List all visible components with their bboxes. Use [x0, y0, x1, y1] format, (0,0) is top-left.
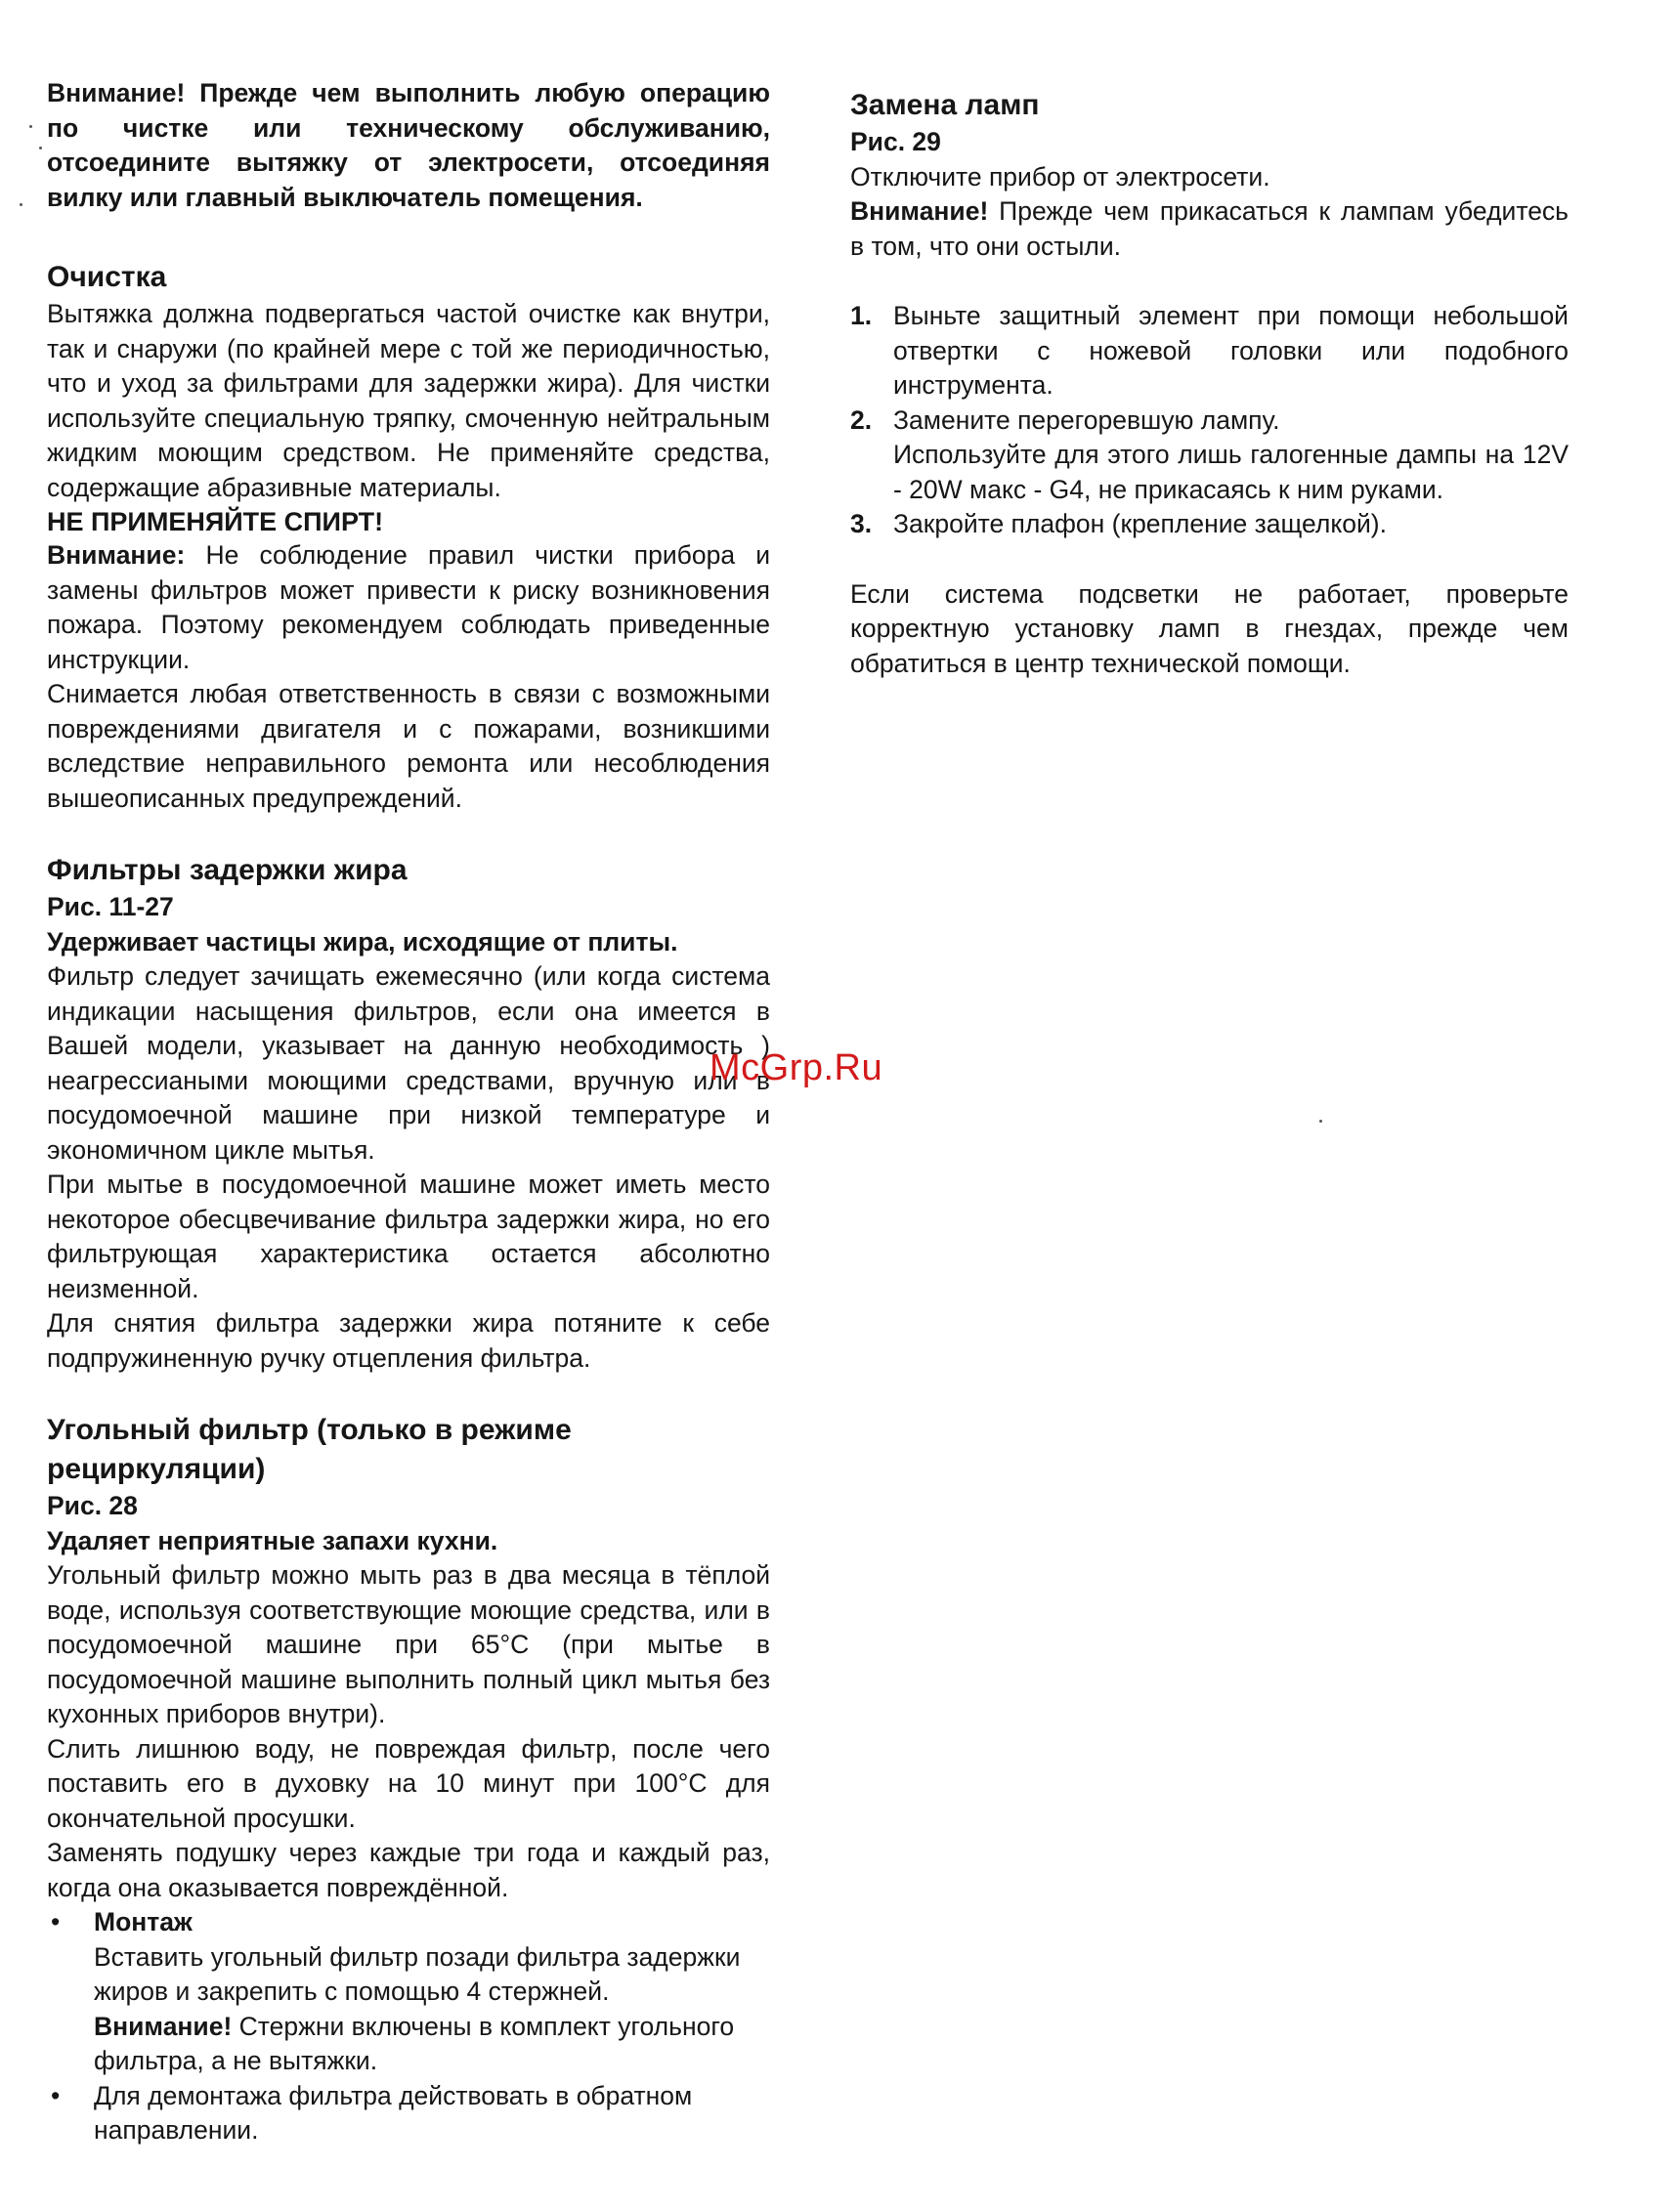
- cleaning-title: Очистка: [47, 261, 167, 293]
- lamps-disconnect: Отключите прибор от электросети.: [850, 161, 1270, 191]
- step-number: 2.: [850, 404, 873, 435]
- step-text: Замените перегоревшую лампу.: [893, 404, 1280, 435]
- mount-title: Монтаж: [94, 1907, 193, 1936]
- grease-filters-para2: При мытье в посудомоечной машине может иметь место некоторое обесцвечивание фильтра задержки жира, но его фильтрующая характеристика остается абсолютно неизменной.: [47, 1170, 770, 1303]
- grease-filters-title: Фильтры задержки жира: [47, 854, 408, 886]
- bullet-marker: •: [51, 2080, 61, 2110]
- mount-text: Вставить угольный фильтр позади фильтра задержки жиров и закрепить с помощью 4 стержней.: [94, 1941, 741, 2006]
- lamp-steps: [850, 299, 1569, 542]
- grease-filters-subtitle: Удерживает частицы жира, исходящие от плиты.: [47, 926, 678, 957]
- lamp-step-3: [850, 507, 1569, 542]
- lamps-title: Замена ламп: [850, 89, 1040, 121]
- carbon-filter-para2: Слить лишнюю воду, не повреждая фильтр, после чего поставить его в духовку на 10 минут при 100°С для окончательной просушки.: [47, 1733, 770, 1833]
- no-alcohol-notice: НЕ ПРИМЕНЯЙТЕ СПИРТ!: [47, 507, 384, 536]
- carbon-filter-bullets: [47, 1905, 770, 2148]
- scan-speck: [39, 147, 42, 149]
- cleaning-warning-text: Не соблюдение правил чистки прибора и замены фильтров может привести к риску возникновения пожара. Поэтому рекомендуем соблюдать приведенные инструкции.: [47, 540, 770, 674]
- lamp-step-2: [850, 404, 1569, 508]
- scan-speck: [1319, 1120, 1322, 1123]
- grease-filters-para1: Фильтр следует зачищать ежемесячно (или когда система индикации насыщения фильтров, если она имеется в Вашей модели, указывает на данную необходимость ) неагрессиаными моющими средствами, вручную или в посудомоечной машине при низкой температуре и экономичном цикле мытья.: [47, 961, 770, 1165]
- bullet-mount: [47, 1905, 770, 2079]
- step-text-extra: Используйте для этого лишь галогенные дампы на 12V - 20W макс - G4, не прикасаясь к ним руками.: [893, 440, 1569, 504]
- lamps-warning-text: Прежде чем прикасаться к лампам убедитесь в том, что они остыли.: [850, 196, 1569, 261]
- cleaning-warning-label: Внимание:: [47, 540, 186, 570]
- removal-text: Для демонтажа фильтра действовать в обратном направлении.: [94, 2080, 693, 2145]
- lamps-note: Если система подсветки не работает, проверьте корректную установку ламп в гнездах, прежде чем обратиться в центр технической помощи.: [850, 578, 1569, 678]
- grease-filters-figure: Рис. 11-27: [47, 892, 174, 921]
- step-number: 3.: [850, 509, 873, 538]
- left-column: [47, 76, 770, 2148]
- step-text: Выньте защитный элемент при помощи небольшой отвертки с ножевой головки или подобного инструмента.: [893, 301, 1569, 400]
- bullet-marker: •: [51, 1907, 61, 1936]
- scan-speck: [29, 125, 32, 128]
- mount-warning: [94, 2010, 770, 2079]
- carbon-filter-para3: Заменять подушку через каждые три года и каждый раз, когда она оказывается повреждённой.: [47, 1838, 770, 1902]
- step-number: 1.: [850, 301, 873, 330]
- grease-filters-para3: Для снятия фильтра задержки жира потяните к себе подпружиненную ручку отцепления фильтра.: [47, 1308, 770, 1373]
- watermark: McGrp.Ru: [710, 1047, 883, 1088]
- carbon-filter-subtitle: Удаляет неприятные запахи кухни.: [47, 1525, 498, 1555]
- lamps-warning: [850, 194, 1569, 264]
- warning-intro: [47, 76, 770, 215]
- lamp-step-1: [850, 299, 1569, 404]
- scan-speck: [20, 203, 22, 206]
- right-column: [850, 86, 1569, 681]
- carbon-filter-figure: Рис. 28: [47, 1491, 138, 1520]
- warning-intro-label: Внимание!: [47, 78, 186, 107]
- warning-intro-text: Прежде чем выполнить любую операцию по чистке или техническому обслуживанию, отсоедините вытяжку от электросети, отсоединяя вилку или главный выключатель помещения.: [47, 78, 770, 212]
- carbon-filter-para1: Угольный фильтр можно мыть раз в два месяца в тёплой воде, используя соответствующие моющие средства, или в посудомоечной машине при 65°С (при мытье в посудомоечной машине выполнить полный цикл мытья без кухонных приборов внутри).: [47, 1560, 770, 1728]
- liability-text: Снимается любая ответственность в связи с возможными повреждениями двигателя и с пожарами, возникшими вследствие неправильного ремонта или несоблюдения вышеописанных предупреждений.: [47, 679, 770, 813]
- carbon-filter-title: Угольный фильтр (только в режиме рециркуляции): [47, 1414, 572, 1485]
- cleaning-text: Вытяжка должна подвергаться частой очистке как внутри, так и снаружи (по крайней мере с той же периодичностью, что и уход за фильтрами для задержки жира). Для чистки используйте специальную тряпку, смоченную нейтральным жидким моющим средством. Не применяйте средства, содержащие абразивные материалы.: [47, 299, 770, 502]
- lamps-figure: Рис. 29: [850, 127, 941, 156]
- step-text: Закройте плафон (крепление защелкой).: [893, 509, 1387, 538]
- cleaning-warning: [47, 538, 770, 677]
- mount-warning-text: Стержни включены в комплект угольного фильтра, а не вытяжки.: [94, 2011, 735, 2075]
- bullet-removal: [47, 2079, 770, 2148]
- mount-warning-label: Внимание!: [94, 2011, 233, 2041]
- lamps-warning-label: Внимание!: [850, 196, 989, 226]
